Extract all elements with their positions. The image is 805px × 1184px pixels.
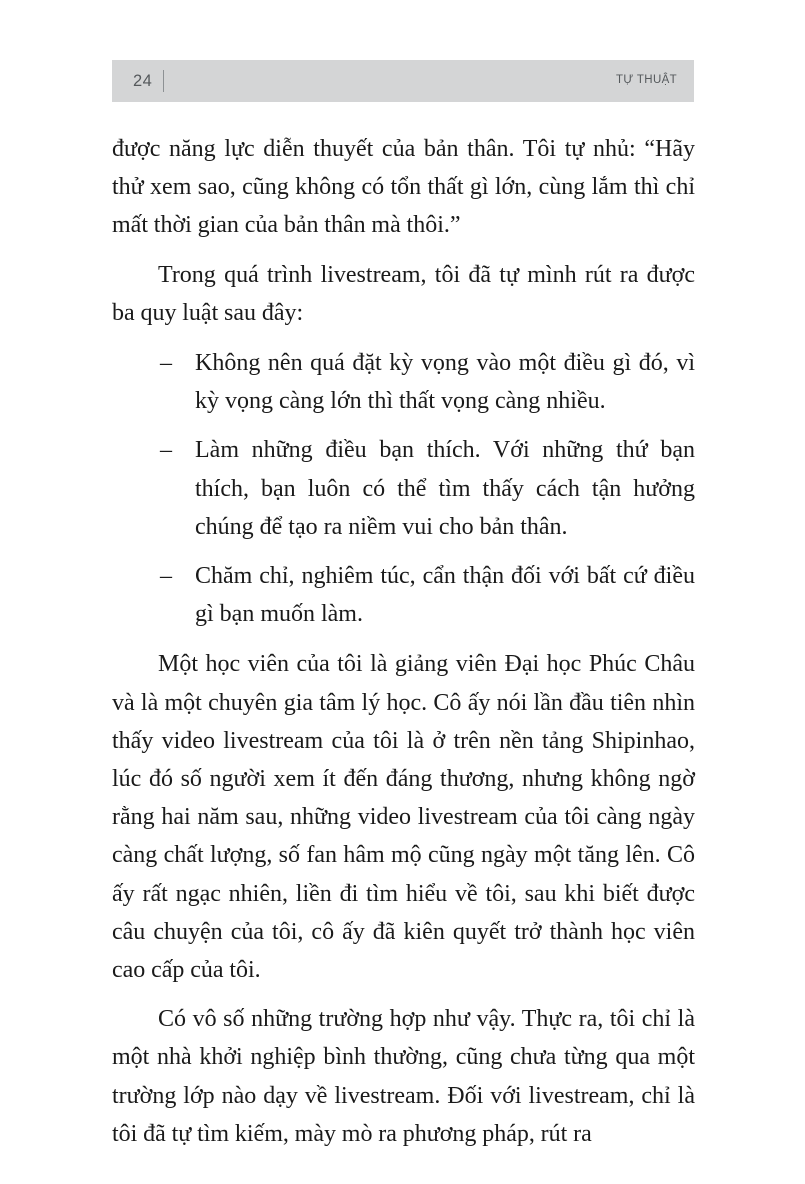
list-item (112, 557, 695, 633)
header-separator-rule (163, 70, 164, 92)
rules-list (112, 344, 695, 633)
list-dash-marker: – (160, 437, 172, 464)
header-left-group (133, 70, 164, 92)
list-item-text: Không nên quá đặt kỳ vọng vào một điều gì đó, vì kỳ vọng càng lớn thì thất vọng càng nhiều. (195, 350, 695, 415)
body-text-column (112, 130, 695, 1153)
list-dash-marker: – (160, 350, 172, 377)
paragraph-3: Một học viên của tôi là giảng viên Đại học Phúc Châu và là một chuyên gia tâm lý học. Cô ấy nói lần đầu tiên nhìn thấy video livestream của tôi là ở trên nền tảng Shipinhao, lúc đó số người xem ít đến đáng thương, nhưng không ngờ rằng hai năm sau, những video livestream của tôi càng ngày càng chất lượng, số fan hâm mộ cũng ngày một tăng lên. Cô ấy rất ngạc nhiên, liền đi tìm hiểu về tôi, sau khi biết được câu chuyện của tôi, cô ấy đã kiên quyết trở thành học viên cao cấp của tôi. (112, 651, 695, 984)
chapter-title: TỰ THUẬT (616, 74, 677, 87)
list-item (112, 431, 695, 546)
list-item-text: Làm những điều bạn thích. Với những thứ bạn thích, bạn luôn có thể tìm thấy cách tận hưởng chúng để tạo ra niềm vui cho bản thân. (195, 437, 695, 540)
list-item-text: Chăm chỉ, nghiêm túc, cẩn thận đối với bất cứ điều gì bạn muốn làm. (195, 563, 695, 628)
paragraph-4: Có vô số những trường hợp như vậy. Thực ra, tôi chỉ là một nhà khởi nghiệp bình thường, cũng chưa từng qua một trường lớp nào dạy về livestream. Đối với livestream, chỉ là tôi đã tự tìm kiếm, mày mò ra phương pháp, rút ra (112, 1006, 695, 1147)
page-number: 24 (133, 71, 153, 90)
list-dash-marker: – (160, 563, 172, 590)
paragraph-1: được năng lực diễn thuyết của bản thân. Tôi tự nhủ: “Hãy thử xem sao, cũng không có tổn thất gì lớn, cùng lắm thì chỉ mất thời gian của bản thân mà thôi.” (112, 136, 695, 239)
paragraph-2: Trong quá trình livestream, tôi đã tự mình rút ra được ba quy luật sau đây: (112, 261, 695, 326)
running-header (112, 60, 694, 102)
list-item (112, 344, 695, 420)
